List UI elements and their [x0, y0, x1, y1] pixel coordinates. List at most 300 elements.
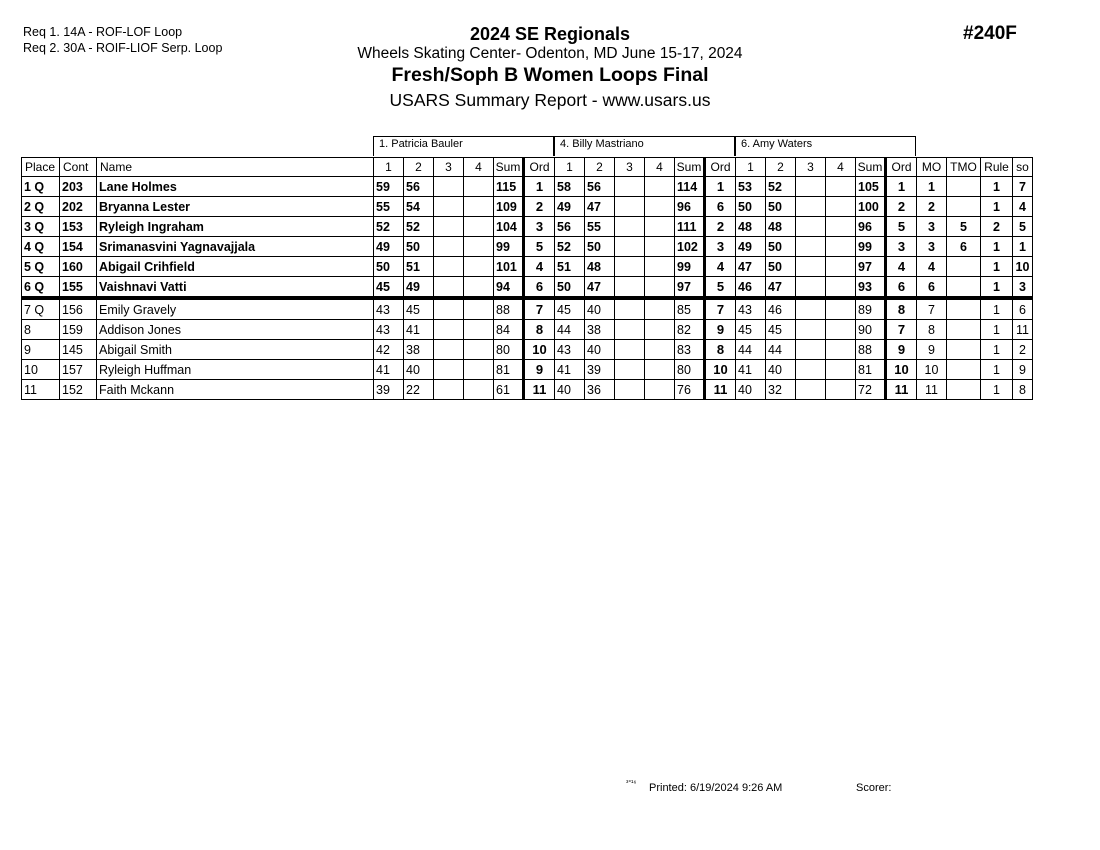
rule-cell: 1	[981, 360, 1013, 380]
table-row	[22, 197, 1033, 217]
j3-score1-cell: 40	[736, 380, 766, 400]
skater-name-cell: Emily Gravely	[97, 298, 374, 320]
skate-order-cell: 5	[1013, 217, 1033, 237]
j1-score1-cell: 41	[374, 360, 404, 380]
table-row	[22, 360, 1033, 380]
col-name: Name	[97, 158, 374, 177]
col-place: Place	[22, 158, 60, 177]
skate-order-cell: 10	[1013, 257, 1033, 277]
j3-score2-cell: 44	[766, 340, 796, 360]
skate-order-cell: 8	[1013, 380, 1033, 400]
j3-score4-cell	[826, 360, 856, 380]
j3-sum-cell: 96	[856, 217, 886, 237]
j3-sum-cell: 89	[856, 298, 886, 320]
j3-sum-cell: 88	[856, 340, 886, 360]
col-j2-score3: 3	[615, 158, 645, 177]
printed-timestamp: Printed: 6/19/2024 9:26 AM	[649, 782, 783, 794]
j1-score3-cell	[434, 360, 464, 380]
report-title: USARS Summary Report - www.usars.us	[389, 90, 711, 110]
j2-score3-cell	[615, 237, 645, 257]
j2-ordinal-cell: 7	[705, 298, 736, 320]
j2-score2-cell: 40	[585, 340, 615, 360]
mo-cell: 6	[917, 277, 947, 299]
j2-sum-cell: 96	[675, 197, 705, 217]
table-row	[22, 237, 1033, 257]
j1-score2-cell: 49	[404, 277, 434, 299]
j3-score3-cell	[796, 277, 826, 299]
j2-score1-cell: 40	[555, 380, 585, 400]
col-j1-ord: Ord	[524, 158, 555, 177]
j2-score2-cell: 50	[585, 237, 615, 257]
j2-sum-cell: 99	[675, 257, 705, 277]
j2-score4-cell	[645, 217, 675, 237]
j1-score3-cell	[434, 277, 464, 299]
contestant-number-cell: 203	[60, 177, 97, 197]
competition-title: 2024 SE Regionals	[469, 24, 631, 44]
mo-cell: 8	[917, 320, 947, 340]
table-row	[22, 298, 1033, 320]
j3-score2-cell: 50	[766, 237, 796, 257]
requirement-2: Req 2. 30A - ROIF-LIOF Serp. Loop	[23, 41, 223, 55]
col-tmo: TMO	[947, 158, 981, 177]
j2-score2-cell: 39	[585, 360, 615, 380]
table-row	[22, 177, 1033, 197]
skater-name-cell: Addison Jones	[97, 320, 374, 340]
skater-name-cell: Abigail Smith	[97, 340, 374, 360]
j1-score4-cell	[464, 298, 494, 320]
skate-order-cell: 6	[1013, 298, 1033, 320]
place-cell: 8	[22, 320, 60, 340]
tmo-cell	[947, 197, 981, 217]
j2-score1-cell: 58	[555, 177, 585, 197]
contestant-number-cell: 145	[60, 340, 97, 360]
j1-ordinal-cell: 1	[524, 177, 555, 197]
tmo-cell	[947, 298, 981, 320]
j3-sum-cell: 81	[856, 360, 886, 380]
j1-score3-cell	[434, 177, 464, 197]
skater-name-cell: Ryleigh Ingraham	[97, 217, 374, 237]
j2-score2-cell: 40	[585, 298, 615, 320]
j2-score2-cell: 47	[585, 197, 615, 217]
j1-score2-cell: 50	[404, 237, 434, 257]
j2-sum-cell: 102	[675, 237, 705, 257]
j1-score4-cell	[464, 320, 494, 340]
j2-score2-cell: 56	[585, 177, 615, 197]
j3-ordinal-cell: 7	[886, 320, 917, 340]
j2-score2-cell: 48	[585, 257, 615, 277]
contestant-number-cell: 155	[60, 277, 97, 299]
j2-sum-cell: 97	[675, 277, 705, 299]
j1-score3-cell	[434, 298, 464, 320]
j1-ordinal-cell: 2	[524, 197, 555, 217]
page-code: ³°¹⁶	[626, 780, 637, 787]
j2-score3-cell	[615, 340, 645, 360]
skater-name-cell: Lane Holmes	[97, 177, 374, 197]
contestant-number-cell: 202	[60, 197, 97, 217]
contestant-number-cell: 152	[60, 380, 97, 400]
j3-score4-cell	[826, 320, 856, 340]
j1-score4-cell	[464, 197, 494, 217]
j1-score1-cell: 59	[374, 177, 404, 197]
j3-score2-cell: 50	[766, 197, 796, 217]
col-j1-score2: 2	[404, 158, 434, 177]
place-cell: 2 Q	[22, 197, 60, 217]
j3-sum-cell: 100	[856, 197, 886, 217]
j3-score3-cell	[796, 217, 826, 237]
col-j1-sum: Sum	[494, 158, 524, 177]
j1-score2-cell: 51	[404, 257, 434, 277]
j1-score4-cell	[464, 360, 494, 380]
table-header-row	[22, 158, 1033, 177]
skater-name-cell: Vaishnavi Vatti	[97, 277, 374, 299]
contestant-number-cell: 157	[60, 360, 97, 380]
j1-ordinal-cell: 11	[524, 380, 555, 400]
j1-score4-cell	[464, 257, 494, 277]
judge-3-header: 6. Amy Waters	[735, 136, 916, 156]
j3-ordinal-cell: 11	[886, 380, 917, 400]
scorer-label: Scorer:	[856, 782, 892, 794]
skate-order-cell: 1	[1013, 237, 1033, 257]
mo-cell: 7	[917, 298, 947, 320]
j1-ordinal-cell: 8	[524, 320, 555, 340]
j3-score4-cell	[826, 197, 856, 217]
judge-2-header: 4. Billy Mastriano	[554, 136, 735, 156]
j2-score4-cell	[645, 360, 675, 380]
col-so: so	[1013, 158, 1033, 177]
tmo-cell	[947, 257, 981, 277]
place-cell: 1 Q	[22, 177, 60, 197]
j3-ordinal-cell: 6	[886, 277, 917, 299]
j2-sum-cell: 83	[675, 340, 705, 360]
place-cell: 10	[22, 360, 60, 380]
results-table	[21, 157, 1033, 400]
j1-ordinal-cell: 9	[524, 360, 555, 380]
j2-score2-cell: 36	[585, 380, 615, 400]
col-j3-sum: Sum	[856, 158, 886, 177]
j3-score1-cell: 53	[736, 177, 766, 197]
j1-score1-cell: 45	[374, 277, 404, 299]
tmo-cell: 5	[947, 217, 981, 237]
j2-score3-cell	[615, 277, 645, 299]
tmo-cell	[947, 320, 981, 340]
j1-score2-cell: 38	[404, 340, 434, 360]
mo-cell: 2	[917, 197, 947, 217]
j3-score3-cell	[796, 360, 826, 380]
j1-ordinal-cell: 6	[524, 277, 555, 299]
j3-score3-cell	[796, 340, 826, 360]
j2-score1-cell: 41	[555, 360, 585, 380]
j1-sum-cell: 61	[494, 380, 524, 400]
col-j3-score1: 1	[736, 158, 766, 177]
j3-ordinal-cell: 1	[886, 177, 917, 197]
mo-cell: 10	[917, 360, 947, 380]
tmo-cell	[947, 277, 981, 299]
j2-score4-cell	[645, 177, 675, 197]
col-j2-score4: 4	[645, 158, 675, 177]
col-j2-score1: 1	[555, 158, 585, 177]
j2-score4-cell	[645, 257, 675, 277]
contestant-number-cell: 153	[60, 217, 97, 237]
skater-name-cell: Faith Mckann	[97, 380, 374, 400]
place-cell: 3 Q	[22, 217, 60, 237]
j1-sum-cell: 99	[494, 237, 524, 257]
j3-score2-cell: 32	[766, 380, 796, 400]
j3-score1-cell: 50	[736, 197, 766, 217]
mo-cell: 1	[917, 177, 947, 197]
col-j2-sum: Sum	[675, 158, 705, 177]
col-mo: MO	[917, 158, 947, 177]
j2-ordinal-cell: 11	[705, 380, 736, 400]
j1-score3-cell	[434, 380, 464, 400]
j2-score2-cell: 38	[585, 320, 615, 340]
table-row	[22, 277, 1033, 299]
j1-score1-cell: 43	[374, 320, 404, 340]
event-number: #240F	[963, 23, 1017, 44]
j3-sum-cell: 72	[856, 380, 886, 400]
j1-score1-cell: 43	[374, 298, 404, 320]
judge-1-header: 1. Patricia Bauler	[373, 136, 554, 156]
col-j1-score4: 4	[464, 158, 494, 177]
j1-sum-cell: 101	[494, 257, 524, 277]
tmo-cell	[947, 340, 981, 360]
j3-score2-cell: 52	[766, 177, 796, 197]
j2-score4-cell	[645, 197, 675, 217]
j3-score3-cell	[796, 298, 826, 320]
j3-sum-cell: 90	[856, 320, 886, 340]
j2-score1-cell: 43	[555, 340, 585, 360]
j2-score3-cell	[615, 257, 645, 277]
j3-score1-cell: 48	[736, 217, 766, 237]
skate-order-cell: 11	[1013, 320, 1033, 340]
rule-cell: 1	[981, 277, 1013, 299]
j3-ordinal-cell: 5	[886, 217, 917, 237]
j3-score2-cell: 47	[766, 277, 796, 299]
j2-ordinal-cell: 9	[705, 320, 736, 340]
col-rule: Rule	[981, 158, 1013, 177]
skater-name-cell: Ryleigh Huffman	[97, 360, 374, 380]
rule-cell: 1	[981, 320, 1013, 340]
j2-score4-cell	[645, 237, 675, 257]
rule-cell: 2	[981, 217, 1013, 237]
rule-cell: 1	[981, 380, 1013, 400]
j2-score1-cell: 51	[555, 257, 585, 277]
place-cell: 9	[22, 340, 60, 360]
tmo-cell: 6	[947, 237, 981, 257]
j2-score3-cell	[615, 320, 645, 340]
j2-score1-cell: 49	[555, 197, 585, 217]
j3-score3-cell	[796, 237, 826, 257]
contestant-number-cell: 156	[60, 298, 97, 320]
skate-order-cell: 4	[1013, 197, 1033, 217]
j1-ordinal-cell: 4	[524, 257, 555, 277]
j2-ordinal-cell: 6	[705, 197, 736, 217]
j2-score1-cell: 50	[555, 277, 585, 299]
j3-ordinal-cell: 10	[886, 360, 917, 380]
col-j2-score2: 2	[585, 158, 615, 177]
j2-ordinal-cell: 2	[705, 217, 736, 237]
skate-order-cell: 7	[1013, 177, 1033, 197]
skater-name-cell: Bryanna Lester	[97, 197, 374, 217]
j2-sum-cell: 114	[675, 177, 705, 197]
j3-score2-cell: 40	[766, 360, 796, 380]
j3-ordinal-cell: 9	[886, 340, 917, 360]
j2-score4-cell	[645, 380, 675, 400]
j1-score4-cell	[464, 217, 494, 237]
j3-score4-cell	[826, 237, 856, 257]
contestant-number-cell: 154	[60, 237, 97, 257]
skater-name-cell: Srimanasvini Yagnavajjala	[97, 237, 374, 257]
j2-score4-cell	[645, 320, 675, 340]
place-cell: 4 Q	[22, 237, 60, 257]
col-cont: Cont	[60, 158, 97, 177]
j3-score1-cell: 45	[736, 320, 766, 340]
col-j3-score2: 2	[766, 158, 796, 177]
rule-cell: 1	[981, 340, 1013, 360]
j1-score4-cell	[464, 237, 494, 257]
mo-cell: 3	[917, 217, 947, 237]
j1-score3-cell	[434, 217, 464, 237]
col-j1-score3: 3	[434, 158, 464, 177]
j1-score4-cell	[464, 380, 494, 400]
j3-score4-cell	[826, 177, 856, 197]
j3-score4-cell	[826, 340, 856, 360]
rule-cell: 1	[981, 257, 1013, 277]
j1-sum-cell: 84	[494, 320, 524, 340]
j1-ordinal-cell: 3	[524, 217, 555, 237]
j3-sum-cell: 99	[856, 237, 886, 257]
rule-cell: 1	[981, 197, 1013, 217]
j3-score2-cell: 45	[766, 320, 796, 340]
j2-ordinal-cell: 4	[705, 257, 736, 277]
rule-cell: 1	[981, 237, 1013, 257]
j2-sum-cell: 111	[675, 217, 705, 237]
j1-score4-cell	[464, 177, 494, 197]
j1-score3-cell	[434, 320, 464, 340]
j2-score3-cell	[615, 380, 645, 400]
col-j3-score3: 3	[796, 158, 826, 177]
j1-score3-cell	[434, 340, 464, 360]
j3-score3-cell	[796, 320, 826, 340]
skater-name-cell: Abigail Crihfield	[97, 257, 374, 277]
j3-ordinal-cell: 3	[886, 237, 917, 257]
j3-sum-cell: 93	[856, 277, 886, 299]
skate-order-cell: 3	[1013, 277, 1033, 299]
place-cell: 6 Q	[22, 277, 60, 299]
j2-score1-cell: 52	[555, 237, 585, 257]
j1-score1-cell: 39	[374, 380, 404, 400]
mo-cell: 11	[917, 380, 947, 400]
j3-score4-cell	[826, 277, 856, 299]
tmo-cell	[947, 177, 981, 197]
j2-score4-cell	[645, 340, 675, 360]
j3-score2-cell: 48	[766, 217, 796, 237]
j3-ordinal-cell: 4	[886, 257, 917, 277]
j2-sum-cell: 82	[675, 320, 705, 340]
j1-score3-cell	[434, 197, 464, 217]
j3-score1-cell: 41	[736, 360, 766, 380]
j3-score2-cell: 50	[766, 257, 796, 277]
j1-score1-cell: 42	[374, 340, 404, 360]
j1-score1-cell: 55	[374, 197, 404, 217]
j1-sum-cell: 115	[494, 177, 524, 197]
j1-sum-cell: 109	[494, 197, 524, 217]
j1-score2-cell: 52	[404, 217, 434, 237]
j3-score1-cell: 43	[736, 298, 766, 320]
j1-score1-cell: 50	[374, 257, 404, 277]
j3-score4-cell	[826, 298, 856, 320]
event-title: Fresh/Soph B Women Loops Final	[391, 64, 709, 86]
j1-sum-cell: 81	[494, 360, 524, 380]
j2-sum-cell: 85	[675, 298, 705, 320]
j1-score1-cell: 52	[374, 217, 404, 237]
j2-score3-cell	[615, 197, 645, 217]
j3-score1-cell: 47	[736, 257, 766, 277]
col-j1-score1: 1	[374, 158, 404, 177]
j2-ordinal-cell: 5	[705, 277, 736, 299]
table-row	[22, 340, 1033, 360]
j3-ordinal-cell: 8	[886, 298, 917, 320]
j1-score2-cell: 45	[404, 298, 434, 320]
j1-score2-cell: 56	[404, 177, 434, 197]
j1-ordinal-cell: 5	[524, 237, 555, 257]
j1-ordinal-cell: 7	[524, 298, 555, 320]
mo-cell: 3	[917, 237, 947, 257]
j3-score3-cell	[796, 257, 826, 277]
table-row	[22, 320, 1033, 340]
j3-sum-cell: 105	[856, 177, 886, 197]
j3-score1-cell: 46	[736, 277, 766, 299]
mo-cell: 9	[917, 340, 947, 360]
j1-score2-cell: 54	[404, 197, 434, 217]
col-j2-ord: Ord	[705, 158, 736, 177]
j3-score3-cell	[796, 380, 826, 400]
tmo-cell	[947, 360, 981, 380]
contestant-number-cell: 160	[60, 257, 97, 277]
j3-score4-cell	[826, 257, 856, 277]
tmo-cell	[947, 380, 981, 400]
place-cell: 5 Q	[22, 257, 60, 277]
j3-score4-cell	[826, 217, 856, 237]
j1-sum-cell: 88	[494, 298, 524, 320]
j1-score1-cell: 49	[374, 237, 404, 257]
j2-ordinal-cell: 8	[705, 340, 736, 360]
j2-score3-cell	[615, 177, 645, 197]
j2-score3-cell	[615, 298, 645, 320]
j1-score4-cell	[464, 277, 494, 299]
j2-sum-cell: 76	[675, 380, 705, 400]
j1-score3-cell	[434, 237, 464, 257]
j2-score4-cell	[645, 277, 675, 299]
place-cell: 11	[22, 380, 60, 400]
j2-ordinal-cell: 3	[705, 237, 736, 257]
rule-cell: 1	[981, 177, 1013, 197]
j1-sum-cell: 80	[494, 340, 524, 360]
j3-score1-cell: 44	[736, 340, 766, 360]
mo-cell: 4	[917, 257, 947, 277]
table-row	[22, 380, 1033, 400]
j3-score1-cell: 49	[736, 237, 766, 257]
j2-score1-cell: 44	[555, 320, 585, 340]
j3-score4-cell	[826, 380, 856, 400]
requirement-1: Req 1. 14A - ROF-LOF Loop	[23, 25, 183, 39]
venue-line: Wheels Skating Center- Odenton, MD June 15-17, 2024	[357, 45, 743, 62]
j1-score4-cell	[464, 340, 494, 360]
j2-score2-cell: 55	[585, 217, 615, 237]
j2-score3-cell	[615, 217, 645, 237]
j2-ordinal-cell: 1	[705, 177, 736, 197]
j3-score3-cell	[796, 197, 826, 217]
contestant-number-cell: 159	[60, 320, 97, 340]
